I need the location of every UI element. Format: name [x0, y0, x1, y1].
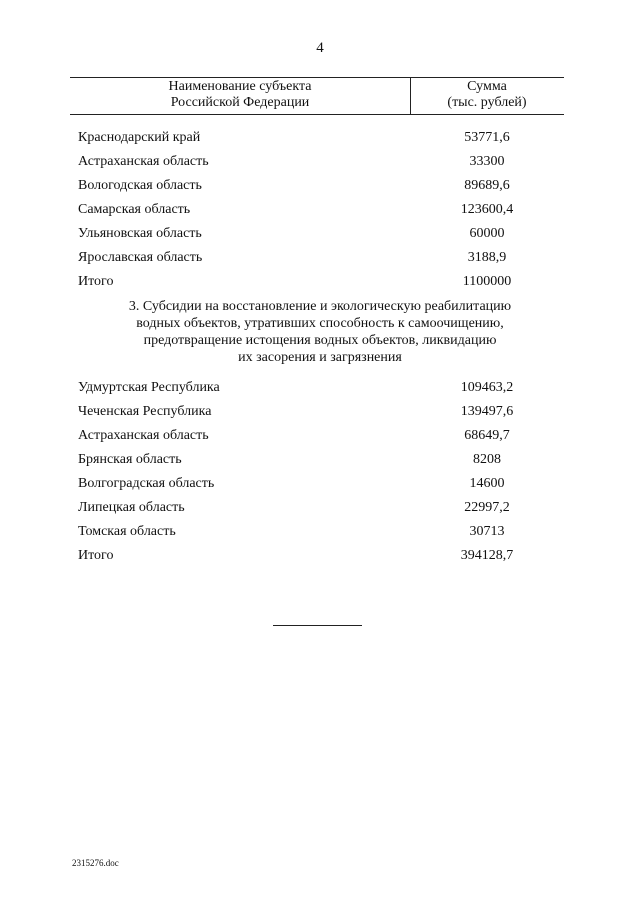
row-value: 1100000: [462, 274, 512, 289]
row-value: 53771,6: [464, 130, 510, 145]
table-row: [78, 520, 564, 544]
row-name: Вологодская область: [78, 178, 202, 193]
table1: [78, 126, 564, 294]
table-row: [78, 174, 564, 198]
total-row: [78, 270, 564, 294]
end-divider: [273, 625, 362, 626]
table-row: [78, 246, 564, 270]
header-name-column: [70, 79, 410, 111]
section-title-line: водных объектов, утративших способность к самоочищению,: [136, 316, 504, 331]
header-name-line2: Российской Федерации: [170, 95, 310, 110]
row-name: Ульяновская область: [78, 226, 202, 241]
row-name: Ярославская область: [78, 250, 203, 265]
table-row: [78, 424, 564, 448]
table-row: [78, 150, 564, 174]
row-value: 33300: [469, 154, 505, 169]
total-row: [78, 544, 564, 568]
section-title-line: 3. Субсидии на восстановление и экологическую реабилитацию: [128, 299, 512, 314]
table-header: [70, 77, 564, 115]
row-value: 123600,4: [460, 202, 514, 217]
row-value: 139497,6: [460, 404, 514, 419]
row-name: Волгоградская область: [78, 476, 215, 491]
row-value: 68649,7: [464, 428, 510, 443]
table-row: [78, 198, 564, 222]
table-row: [78, 376, 564, 400]
table-row: [78, 400, 564, 424]
document-id: 2315276.doc: [72, 858, 119, 868]
row-name: Томская область: [78, 524, 176, 539]
header-sum-line1: Сумма: [467, 79, 507, 94]
row-name: Итого: [78, 274, 114, 289]
table-row: [78, 472, 564, 496]
row-value: 89689,6: [464, 178, 510, 193]
header-name-line1: Наименование субъекта: [168, 79, 312, 94]
section-title-line: их засорения и загрязнения: [238, 350, 402, 365]
row-name: Краснодарский край: [78, 130, 201, 145]
row-name: Самарская область: [78, 202, 191, 217]
row-value: 22997,2: [464, 500, 510, 515]
page-number: 4: [316, 40, 324, 56]
row-name: Удмуртская Республика: [78, 380, 220, 395]
section-3-title: [100, 298, 540, 366]
table-row: [78, 222, 564, 246]
row-value: 394128,7: [460, 548, 514, 563]
table-row: [78, 126, 564, 150]
row-value: 60000: [469, 226, 505, 241]
row-name: Итого: [78, 548, 114, 563]
table2: [78, 376, 564, 568]
row-name: Липецкая область: [78, 500, 185, 515]
table-row: [78, 448, 564, 472]
row-name: Чеченская Республика: [78, 404, 212, 419]
row-value: 14600: [469, 476, 505, 491]
header-sum-column: [410, 79, 564, 111]
row-value: 109463,2: [460, 380, 514, 395]
row-name: Астраханская область: [78, 154, 209, 169]
header-sum-line2: (тыс. рублей): [447, 95, 527, 110]
row-value: 3188,9: [467, 250, 507, 265]
section-title-line: предотвращение истощения водных объектов, ликвидацию: [143, 333, 497, 348]
row-value: 30713: [469, 524, 505, 539]
row-name: Астраханская область: [78, 428, 209, 443]
row-value: 8208: [473, 452, 501, 467]
table-row: [78, 496, 564, 520]
row-name: Брянская область: [78, 452, 182, 467]
